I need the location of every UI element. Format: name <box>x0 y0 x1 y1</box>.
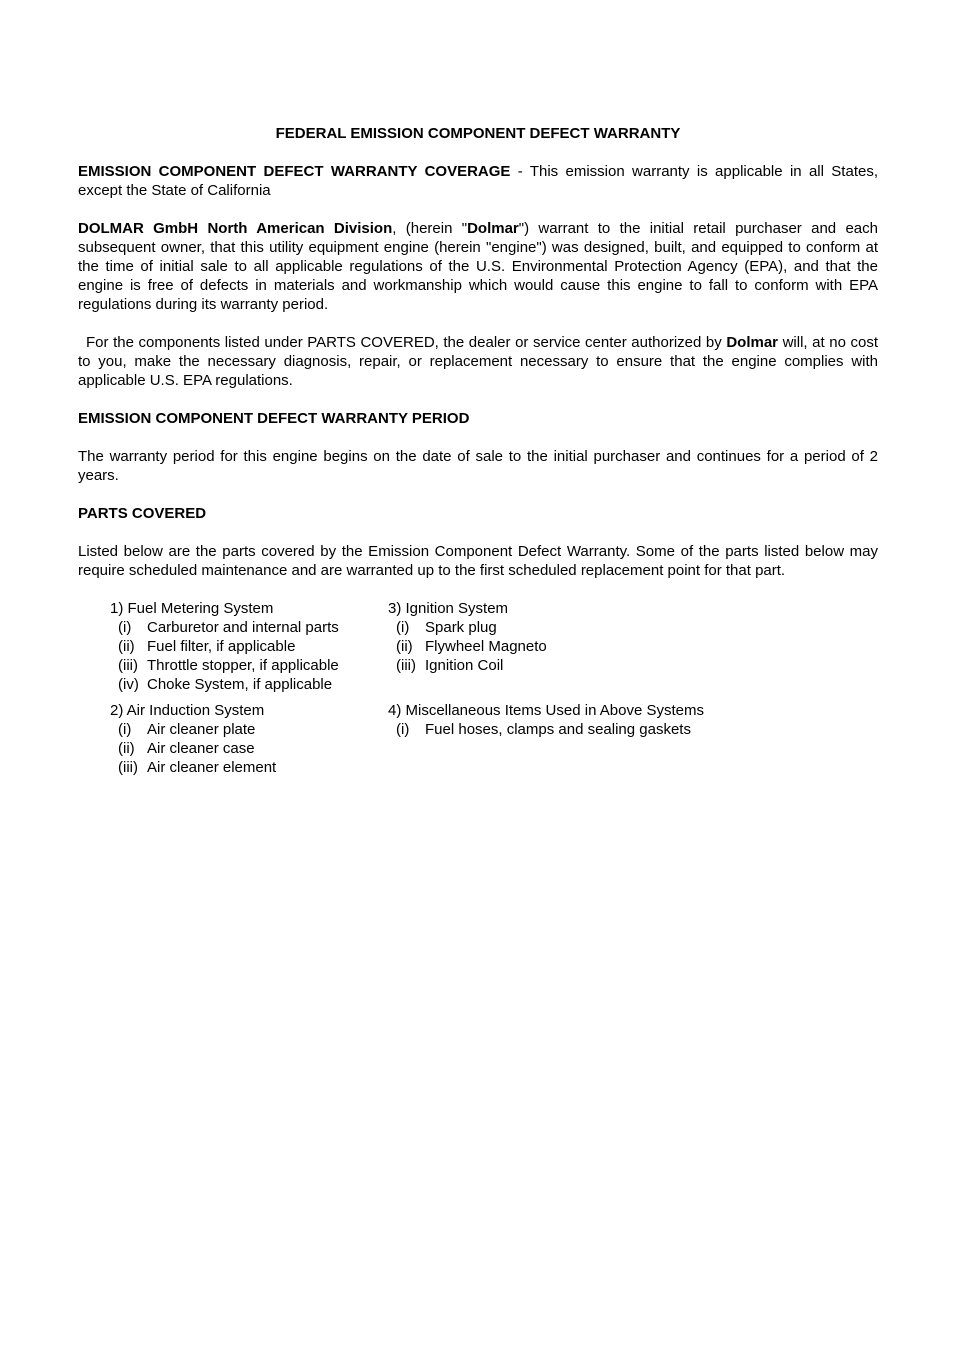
item-number: (iii) <box>118 657 138 674</box>
coverage-text: - This emission warranty is applicable in all States, except the State of California <box>78 163 878 199</box>
parts-list <box>78 599 878 779</box>
item-label: Throttle stopper, if applicable <box>147 657 339 674</box>
list-item <box>110 758 470 777</box>
list-item <box>388 720 748 739</box>
item-label: Fuel hoses, clamps and sealing gaskets <box>425 721 691 738</box>
parts-paragraph: Listed below are the parts covered by the Emission Component Defect Warranty. Some of the parts listed below may require scheduled maintenance and are warranted up to the first scheduled replacement point for that part. <box>78 543 878 579</box>
item-number: (iii) <box>118 759 138 776</box>
item-number: (i) <box>118 619 132 636</box>
group-title: 1) Fuel Metering System <box>110 600 274 617</box>
list-item <box>388 618 748 637</box>
intro-text-2: ") warrant to the initial retail purchaser and each subsequent owner, that this utility equipment engine (herein "engine") was designed, built, and equipped to conform at the time of initial sale to all applicable regulations of the U.S. Environmental Protection Agency (EPA), and that the engine is free of defects in materials and workmanship which would cause this engine to fall to conform with EPA regulations during its warranty period. <box>78 220 878 313</box>
group-title: 4) Miscellaneous Items Used in Above Systems <box>388 702 704 719</box>
components-paragraph <box>78 333 878 390</box>
components-text-1: For the components listed under PARTS COVERED, the dealer or service center authorized by <box>86 334 727 351</box>
coverage-paragraph <box>78 162 878 200</box>
item-label: Spark plug <box>425 619 497 636</box>
period-heading: EMISSION COMPONENT DEFECT WARRANTY PERIOD <box>78 410 470 427</box>
company-name: DOLMAR GmbH North American Division <box>78 220 393 237</box>
intro-paragraph <box>78 219 878 314</box>
item-number: (ii) <box>118 740 135 757</box>
item-number: (i) <box>396 721 410 738</box>
item-number: (iv) <box>118 676 139 693</box>
item-label: Air cleaner plate <box>147 721 256 738</box>
document-title: FEDERAL EMISSION COMPONENT DEFECT WARRANTY <box>275 125 681 142</box>
item-label: Air cleaner case <box>147 740 255 757</box>
list-item <box>110 739 470 758</box>
parts-group-miscellaneous <box>388 701 748 739</box>
list-item <box>388 637 748 656</box>
item-label: Flywheel Magneto <box>425 638 547 655</box>
item-number: (ii) <box>118 638 135 655</box>
warranty-document <box>78 124 878 779</box>
item-number: (i) <box>118 721 132 738</box>
components-brand: Dolmar <box>726 334 779 351</box>
components-text-2: will, at no cost to you, make the necessary diagnosis, repair, or replacement necessary to ensure that the engine complies with applicable U.S. EPA regulations. <box>78 334 879 389</box>
parts-heading: PARTS COVERED <box>78 505 207 522</box>
item-label: Ignition Coil <box>425 657 504 674</box>
parts-group-ignition <box>388 599 748 675</box>
intro-text-1: , (herein " <box>392 220 468 237</box>
item-number: (i) <box>396 619 410 636</box>
item-label: Choke System, if applicable <box>147 676 333 693</box>
coverage-heading: EMISSION COMPONENT DEFECT WARRANTY COVERAGE <box>78 163 511 180</box>
item-label: Fuel filter, if applicable <box>147 638 296 655</box>
item-number: (ii) <box>396 638 413 655</box>
group-title: 2) Air Induction System <box>110 702 265 719</box>
period-paragraph: The warranty period for this engine begins on the date of sale to the initial purchaser and continues for a period of 2 years. <box>78 448 878 484</box>
item-label: Air cleaner element <box>147 759 277 776</box>
list-item <box>388 656 748 675</box>
list-item <box>110 675 470 694</box>
group-title: 3) Ignition System <box>388 600 509 617</box>
item-number: (iii) <box>396 657 416 674</box>
item-label: Carburetor and internal parts <box>147 619 339 636</box>
intro-brand: Dolmar <box>467 220 519 237</box>
